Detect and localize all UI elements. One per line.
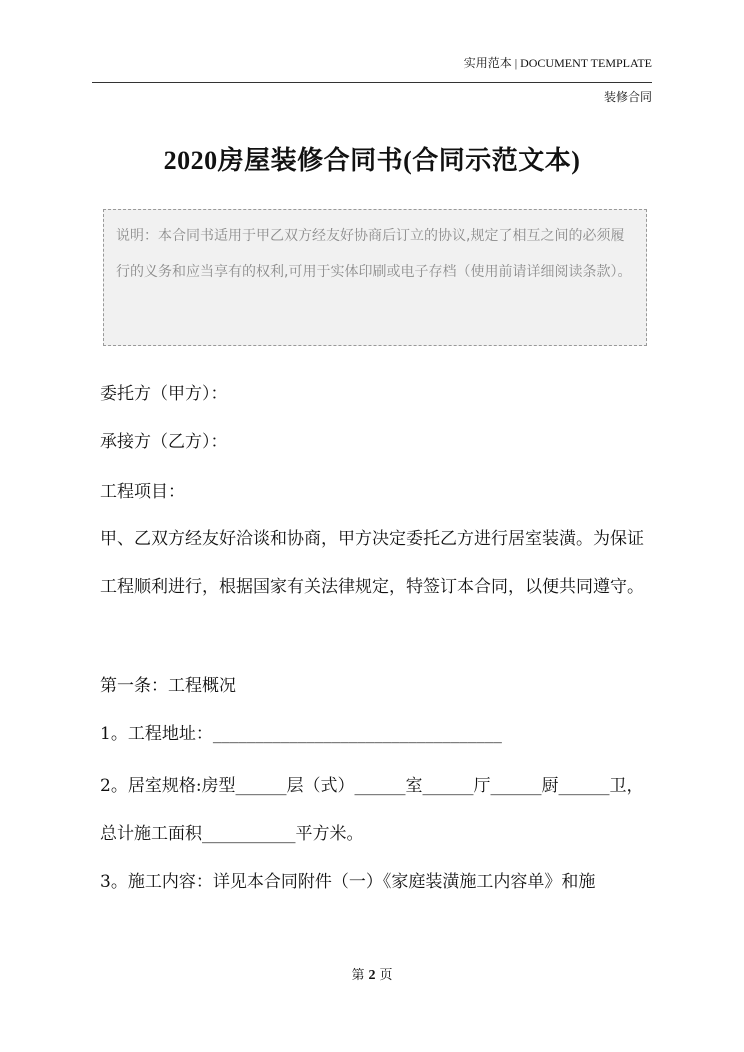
project-line: 工程项目： xyxy=(100,482,185,502)
header-category: 装修合同 xyxy=(603,90,652,104)
note-box: 说明：本合同书适用于甲乙双方经友好协商后订立的协议,规定了相互之间的必须履行的义务和应当享有的权利,可用于实体印刷或电子存档（使用前请详细阅读条款）。 xyxy=(103,209,647,346)
intro-paragraph: 甲、乙双方经友好洽谈和协商，甲方决定委托乙方进行居室装潢。为保证工程顺利进行，根据国家有关法律规定，特签订本合同，以便共同遵守。 xyxy=(100,529,644,597)
item-address: 1。工程地址：__________________________________ xyxy=(100,724,502,744)
item-construction-content: 3。施工内容：详见本合同附件（一）《家庭装潢施工内容单》和施 xyxy=(100,872,596,892)
document-title: 2020房屋装修合同书(合同示范文本) xyxy=(163,146,581,175)
header-doc-template: 实用范本 | DOCUMENT TEMPLATE xyxy=(463,56,652,70)
page-number: 2 xyxy=(368,968,376,983)
client-party-line: 委托方（甲方）： xyxy=(100,384,228,404)
page-footer xyxy=(0,964,744,984)
item-room-spec: 2。居室规格:房型______层（式）______室______厅______厨______卫，总计施工面积___________平方米。 xyxy=(100,776,644,844)
header-divider xyxy=(92,82,652,83)
page-prefix: 第 xyxy=(351,968,365,983)
page-suffix: 页 xyxy=(379,968,393,983)
contractor-party-line: 承接方（乙方）： xyxy=(100,432,228,452)
article-one-heading: 第一条：工程概况 xyxy=(100,676,236,696)
